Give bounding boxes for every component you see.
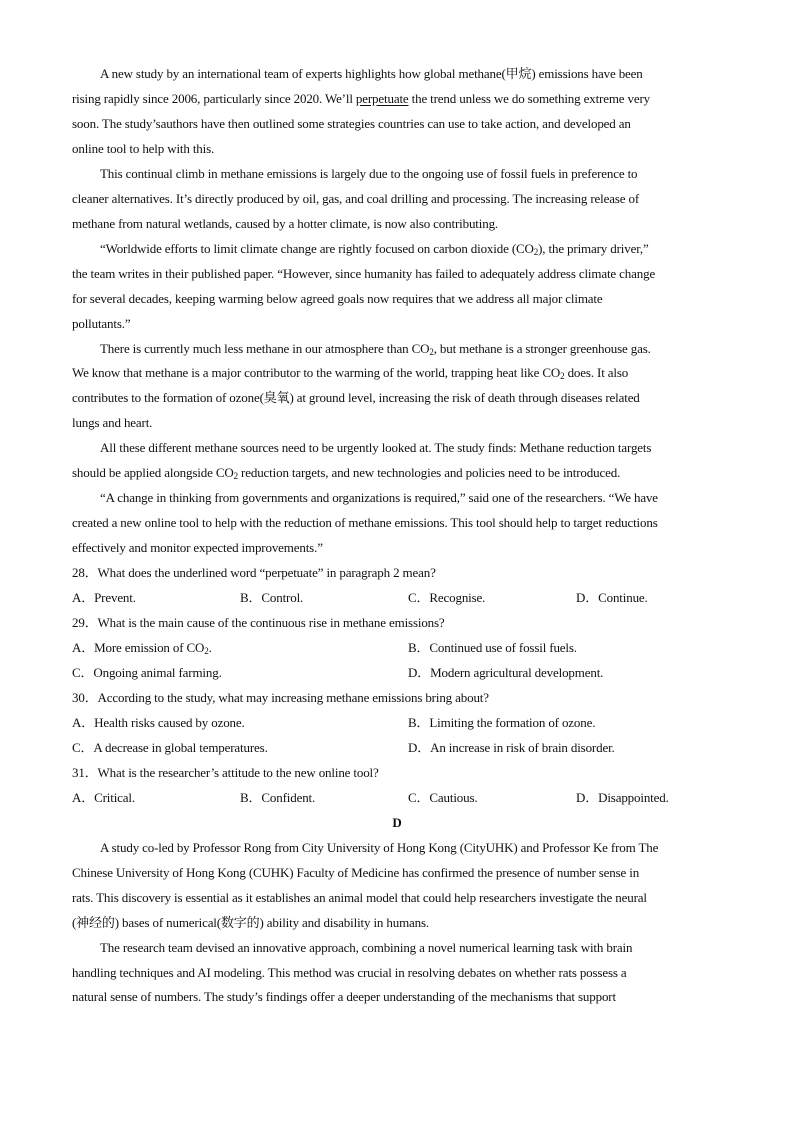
answer-option[interactable]: D．An increase in risk of brain disorder. xyxy=(408,740,615,755)
subscript: 2 xyxy=(233,471,238,481)
passage-line: A new study by an international team of experts highlights how global methane(甲烷) emissions have been xyxy=(100,66,643,81)
text-span: rising rapidly since 2006, particularly since 2020. We’ll xyxy=(72,91,356,106)
passage-line: pollutants.” xyxy=(72,316,131,331)
passage-line: Chinese University of Hong Kong (CUHK) Faculty of Medicine has confirmed the presence of number sense in xyxy=(72,865,640,880)
subscript: 2 xyxy=(429,347,434,357)
text-span: the trend unless we do something extreme very xyxy=(408,91,651,106)
answer-option[interactable]: A．Health risks caused by ozone. xyxy=(72,715,245,730)
answer-option[interactable]: C．Recognise. xyxy=(408,590,486,605)
passage-line: The research team devised an innovative approach, combining a novel numerical learning task with brain xyxy=(100,940,633,955)
answer-option[interactable]: B．Continued use of fossil fuels. xyxy=(408,640,577,655)
answer-option[interactable]: D．Continue. xyxy=(576,590,648,605)
text-span: , but methane is a stronger greenhouse gas. xyxy=(433,341,651,356)
passage-line xyxy=(100,340,651,358)
answer-option[interactable]: C．A decrease in global temperatures. xyxy=(72,740,268,755)
passage-line: A study co-led by Professor Rong from City University of Hong Kong (CityUHK) and Professor Ke from The xyxy=(100,840,659,855)
answer-option[interactable]: A．Prevent. xyxy=(72,590,136,605)
passage-line: “A change in thinking from governments and organizations is required,” said one of the researchers. “We have xyxy=(100,490,658,505)
answer-option[interactable]: A．Critical. xyxy=(72,790,135,805)
passage-line xyxy=(72,464,620,482)
text-span: should be applied alongside CO xyxy=(72,465,234,480)
question-stem: 29．What is the main cause of the continuous rise in methane emissions? xyxy=(72,615,445,630)
passage-line: effectively and monitor expected improvements.” xyxy=(72,540,323,555)
passage-line: (神经的) bases of numerical(数字的) ability and disability in humans. xyxy=(72,915,430,930)
passage-line: rats. This discovery is essential as it establishes an animal model that could help researchers investigate the neural xyxy=(72,890,647,905)
passage-line: soon. The study’sauthors have then outlined some strategies countries can use to take action, and developed an xyxy=(72,116,631,131)
text-span: “Worldwide efforts to limit climate change are rightly focused on carbon dioxide (CO xyxy=(100,241,534,256)
question-stem: 28．What does the underlined word “perpetuate” in paragraph 2 mean? xyxy=(72,565,436,580)
passage-line: created a new online tool to help with the reduction of methane emissions. This tool should help to target reductions xyxy=(72,515,658,530)
passage-line: handling techniques and AI modeling. This method was crucial in resolving debates on whether rats possess a xyxy=(72,965,627,980)
subscript: 2 xyxy=(560,371,565,381)
text-span: We know that methane is a major contributor to the warming of the world, trapping heat like CO xyxy=(72,365,561,380)
passage-line: All these different methane sources need to be urgently looked at. The study finds: Methane reduction targets xyxy=(100,440,652,455)
text-span: ), the primary driver,” xyxy=(538,241,649,256)
text-span: . xyxy=(208,640,212,655)
subscript: 2 xyxy=(533,247,539,257)
section-heading: D xyxy=(392,815,402,830)
answer-option[interactable]: B．Control. xyxy=(240,590,304,605)
passage-line xyxy=(100,240,649,258)
answer-option[interactable]: C．Ongoing animal farming. xyxy=(72,665,222,680)
passage-line: This continual climb in methane emissions is largely due to the ongoing use of fossil fuels in preference to xyxy=(100,166,638,181)
subscript: 2 xyxy=(204,646,209,656)
passage-line: online tool to help with this. xyxy=(72,141,215,156)
passage-line xyxy=(72,90,650,108)
passage-line xyxy=(72,364,628,382)
answer-option[interactable]: D．Modern agricultural development. xyxy=(408,665,604,680)
passage-line: methane from natural wetlands, caused by a hotter climate, is now also contributing. xyxy=(72,216,499,231)
question-stem: 31．What is the researcher’s attitude to the new online tool? xyxy=(72,765,379,780)
passage-line: contributes to the formation of ozone(臭氧) at ground level, increasing the risk of death through diseases related xyxy=(72,390,640,405)
underlined-word: perpetuate xyxy=(355,91,409,106)
answer-option[interactable]: C．Cautious. xyxy=(408,790,478,805)
passage-line: cleaner alternatives. It’s directly produced by oil, gas, and coal drilling and processing. The increasing release of xyxy=(72,191,639,206)
answer-option[interactable] xyxy=(72,639,212,657)
answer-option[interactable]: D．Disappointed. xyxy=(576,790,669,805)
text-span: reduction targets, and new technologies and policies need to be introduced. xyxy=(237,465,621,480)
passage-line: lungs and heart. xyxy=(72,415,153,430)
text-span: A．More emission of CO xyxy=(72,640,205,655)
text-span: There is currently much less methane in our atmosphere than CO xyxy=(100,341,430,356)
answer-option[interactable]: B．Confident. xyxy=(240,790,316,805)
text-span: does. It also xyxy=(564,365,629,380)
question-stem: 30．According to the study, what may increasing methane emissions bring about? xyxy=(72,690,489,705)
passage-line: for several decades, keeping warming below agreed goals now requires that we address all major climate xyxy=(72,291,603,306)
passage-line: the team writes in their published paper. “However, since humanity has failed to adequately address climate change xyxy=(72,266,656,281)
answer-option[interactable]: B．Limiting the formation of ozone. xyxy=(408,715,596,730)
passage-line: natural sense of numbers. The study’s findings offer a deeper understanding of the mechanisms that support xyxy=(72,989,616,1004)
